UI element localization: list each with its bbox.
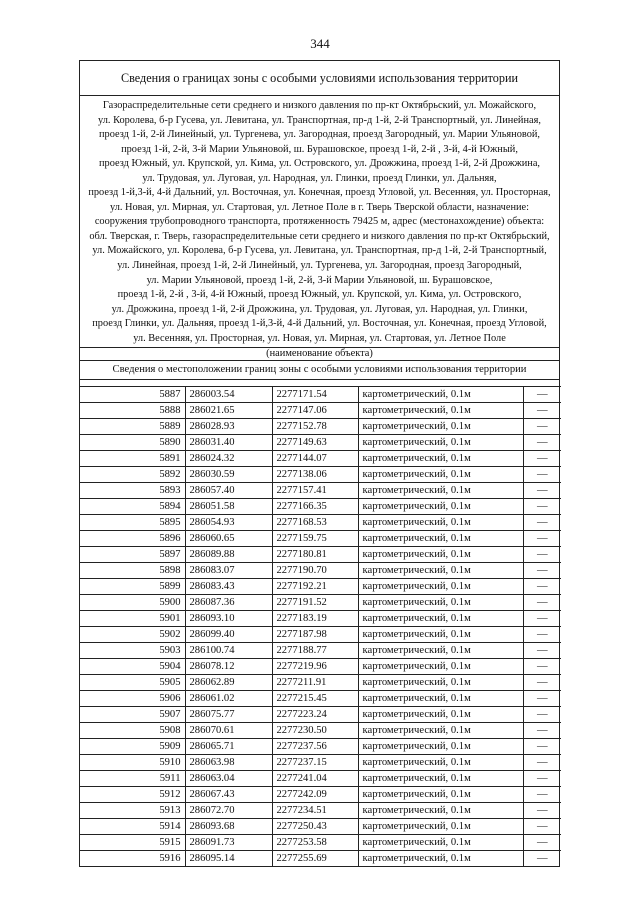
point-number-cell: 5910 [80, 755, 185, 771]
table-row [80, 803, 561, 819]
method-cell: картометрический, 0.1м [358, 387, 523, 403]
table-row [80, 675, 561, 691]
point-number-cell: 5894 [80, 499, 185, 515]
description-line: проезд 1-й, 2-й , 3-й, 4-й Южный, проезд Южный, ул. Крупской, ул. Кима, ул. Островского, [117, 289, 522, 301]
point-number-cell: 5898 [80, 563, 185, 579]
table-header-spacer [80, 379, 559, 386]
accuracy-note-cell: — [523, 467, 561, 483]
x-coordinate-cell: 286031.40 [185, 435, 272, 451]
accuracy-note-cell: — [523, 659, 561, 675]
method-cell: картометрический, 0.1м [358, 499, 523, 515]
y-coordinate-cell: 2277188.77 [272, 643, 358, 659]
point-number-cell: 5891 [80, 451, 185, 467]
x-coordinate-cell: 286057.40 [185, 483, 272, 499]
accuracy-note-cell: — [523, 499, 561, 515]
y-coordinate-cell: 2277241.04 [272, 771, 358, 787]
point-number-cell: 5902 [80, 627, 185, 643]
y-coordinate-cell: 2277219.96 [272, 659, 358, 675]
accuracy-note-cell: — [523, 403, 561, 419]
y-coordinate-cell: 2277215.45 [272, 691, 358, 707]
x-coordinate-cell: 286093.10 [185, 611, 272, 627]
x-coordinate-cell: 286028.93 [185, 419, 272, 435]
point-number-cell: 5893 [80, 483, 185, 499]
page-number: 344 [310, 36, 330, 51]
y-coordinate-cell: 2277149.63 [272, 435, 358, 451]
accuracy-note-cell: — [523, 627, 561, 643]
table-row [80, 563, 561, 579]
y-coordinate-cell: 2277255.69 [272, 851, 358, 867]
table-row [80, 499, 561, 515]
table-row [80, 659, 561, 675]
y-coordinate-cell: 2277144.07 [272, 451, 358, 467]
description-line: ул. Марии Ульяновой, проезд 1-й, 2-й, 3-й Марии Ульяновой, ш. Бурашовское, [146, 274, 493, 286]
y-coordinate-cell: 2277250.43 [272, 819, 358, 835]
y-coordinate-cell: 2277152.78 [272, 419, 358, 435]
x-coordinate-cell: 286087.36 [185, 595, 272, 611]
y-coordinate-cell: 2277230.50 [272, 723, 358, 739]
accuracy-note-cell: — [523, 515, 561, 531]
point-number-cell: 5892 [80, 467, 185, 483]
description-line: проезд 1-й,3-й, 4-й Дальний, ул. Восточная, ул. Конечная, проезд Угловой, ул. Весенняя, ул. Просторная, [88, 187, 551, 199]
accuracy-note-cell: — [523, 803, 561, 819]
zone-boundaries-form [79, 60, 560, 867]
x-coordinate-cell: 286054.93 [185, 515, 272, 531]
table-row [80, 643, 561, 659]
table-row [80, 771, 561, 787]
table-row [80, 547, 561, 563]
method-cell: картометрический, 0.1м [358, 467, 523, 483]
y-coordinate-cell: 2277180.81 [272, 547, 358, 563]
x-coordinate-cell: 286089.88 [185, 547, 272, 563]
description-line: ул. Дрожжина, проезд 1-й, 2-й Дрожжина, ул. Трудовая, ул. Луговая, ул. Народная, ул. Глинки, [111, 303, 528, 315]
y-coordinate-cell: 2277191.52 [272, 595, 358, 611]
accuracy-note-cell: — [523, 643, 561, 659]
x-coordinate-cell: 286083.43 [185, 579, 272, 595]
table-row [80, 707, 561, 723]
y-coordinate-cell: 2277237.15 [272, 755, 358, 771]
x-coordinate-cell: 286091.73 [185, 835, 272, 851]
x-coordinate-cell: 286100.74 [185, 643, 272, 659]
y-coordinate-cell: 2277211.91 [272, 675, 358, 691]
accuracy-note-cell: — [523, 611, 561, 627]
point-number-cell: 5915 [80, 835, 185, 851]
accuracy-note-cell: — [523, 723, 561, 739]
method-cell: картометрический, 0.1м [358, 563, 523, 579]
method-cell: картометрический, 0.1м [358, 659, 523, 675]
y-coordinate-cell: 2277242.09 [272, 787, 358, 803]
x-coordinate-cell: 286072.70 [185, 803, 272, 819]
table-row [80, 451, 561, 467]
x-coordinate-cell: 286062.89 [185, 675, 272, 691]
accuracy-note-cell: — [523, 691, 561, 707]
point-number-cell: 5911 [80, 771, 185, 787]
point-number-cell: 5887 [80, 387, 185, 403]
method-cell: картометрический, 0.1м [358, 579, 523, 595]
method-cell: картометрический, 0.1м [358, 611, 523, 627]
accuracy-note-cell: — [523, 755, 561, 771]
y-coordinate-cell: 2277237.56 [272, 739, 358, 755]
x-coordinate-cell: 286061.02 [185, 691, 272, 707]
method-cell: картометрический, 0.1м [358, 803, 523, 819]
point-number-cell: 5895 [80, 515, 185, 531]
accuracy-note-cell: — [523, 451, 561, 467]
point-number-cell: 5908 [80, 723, 185, 739]
point-number-cell: 5900 [80, 595, 185, 611]
accuracy-note-cell: — [523, 851, 561, 867]
point-number-cell: 5914 [80, 819, 185, 835]
method-cell: картометрический, 0.1м [358, 723, 523, 739]
table-row [80, 419, 561, 435]
accuracy-note-cell: — [523, 675, 561, 691]
point-number-cell: 5909 [80, 739, 185, 755]
x-coordinate-cell: 286021.65 [185, 403, 272, 419]
method-cell: картометрический, 0.1м [358, 835, 523, 851]
method-cell: картометрический, 0.1м [358, 851, 523, 867]
coordinates-table [80, 386, 561, 866]
y-coordinate-cell: 2277253.58 [272, 835, 358, 851]
x-coordinate-cell: 286067.43 [185, 787, 272, 803]
description-line: ул. Линейная, проезд 1-й, 2-й Линейный, ул. Тургенева, ул. Загородная, проезд Загородный, [117, 260, 522, 272]
y-coordinate-cell: 2277159.75 [272, 531, 358, 547]
table-row [80, 755, 561, 771]
table-row [80, 403, 561, 419]
description-line: проезд Южный, ул. Крупской, ул. Кима, ул. Островского, ул. Дрожжина, проезд 1-й, 2-й Дрожжина, [98, 158, 540, 170]
method-cell: картометрический, 0.1м [358, 675, 523, 691]
table-row [80, 835, 561, 851]
x-coordinate-cell: 286063.98 [185, 755, 272, 771]
x-coordinate-cell: 286070.61 [185, 723, 272, 739]
description-line: проезд Глинки, ул. Дальняя, проезд 1-й,3-й, 4-й Дальний, ул. Восточная, ул. Конечная, проезд Угловой, [92, 318, 547, 330]
table-row [80, 723, 561, 739]
method-cell: картометрический, 0.1м [358, 595, 523, 611]
method-cell: картометрический, 0.1м [358, 707, 523, 723]
point-number-cell: 5896 [80, 531, 185, 547]
table-row [80, 627, 561, 643]
point-number-cell: 5903 [80, 643, 185, 659]
object-description [80, 96, 559, 347]
location-section-header: Сведения о местоположении границ зоны с особыми условиями использования территории [80, 360, 559, 379]
point-number-cell: 5905 [80, 675, 185, 691]
x-coordinate-cell: 286024.32 [185, 451, 272, 467]
accuracy-note-cell: — [523, 579, 561, 595]
description-line: обл. Тверская, г. Тверь, газораспределительные сети среднего и низкого давления по пр-кт Октябрьский, [89, 230, 550, 242]
description-line: ул. Можайского, ул. Королева, б-р Гусева, ул. Левитана, ул. Транспортная, пр-д 1-й, 2-й Транспортный, [92, 245, 547, 257]
method-cell: картометрический, 0.1м [358, 435, 523, 451]
point-number-cell: 5907 [80, 707, 185, 723]
y-coordinate-cell: 2277183.19 [272, 611, 358, 627]
table-row [80, 483, 561, 499]
method-cell: картометрический, 0.1м [358, 627, 523, 643]
description-line: ул. Королева, б-р Гусева, ул. Левитана, ул. Транспортная, пр-д 1-й, 2-й Транспортный, ул. Линейная, [98, 114, 541, 126]
x-coordinate-cell: 286095.14 [185, 851, 272, 867]
point-number-cell: 5916 [80, 851, 185, 867]
document-title: Сведения о границах зоны с особыми условиями использования территории [80, 61, 559, 96]
y-coordinate-cell: 2277234.51 [272, 803, 358, 819]
description-line: сооружения трубопроводного транспорта, протяженность 79425 м, адрес (местонахождение) объекта: [94, 216, 545, 228]
y-coordinate-cell: 2277190.70 [272, 563, 358, 579]
y-coordinate-cell: 2277138.06 [272, 467, 358, 483]
x-coordinate-cell: 286099.40 [185, 627, 272, 643]
table-row [80, 515, 561, 531]
method-cell: картометрический, 0.1м [358, 403, 523, 419]
description-line: ул. Новая, ул. Мирная, ул. Стартовая, ул. Летное Поле в г. Тверь Тверской области, назначение: [109, 201, 530, 213]
point-number-cell: 5912 [80, 787, 185, 803]
table-row [80, 611, 561, 627]
x-coordinate-cell: 286078.12 [185, 659, 272, 675]
x-coordinate-cell: 286003.54 [185, 387, 272, 403]
accuracy-note-cell: — [523, 819, 561, 835]
method-cell: картометрический, 0.1м [358, 819, 523, 835]
point-number-cell: 5890 [80, 435, 185, 451]
description-line: Газораспределительные сети среднего и низкого давления по пр-кт Октябрьский, ул. Можайского, [102, 100, 537, 111]
point-number-cell: 5899 [80, 579, 185, 595]
object-name-label: (наименование объекта) [80, 347, 559, 360]
table-row [80, 435, 561, 451]
table-row [80, 819, 561, 835]
method-cell: картометрический, 0.1м [358, 419, 523, 435]
table-row [80, 467, 561, 483]
accuracy-note-cell: — [523, 835, 561, 851]
accuracy-note-cell: — [523, 387, 561, 403]
accuracy-note-cell: — [523, 563, 561, 579]
point-number-cell: 5888 [80, 403, 185, 419]
table-row [80, 595, 561, 611]
method-cell: картометрический, 0.1м [358, 755, 523, 771]
y-coordinate-cell: 2277147.06 [272, 403, 358, 419]
y-coordinate-cell: 2277168.53 [272, 515, 358, 531]
table-row [80, 787, 561, 803]
description-line: проезд 1-й, 2-й Линейный, ул. Тургенева, ул. Загородная, проезд Загородный, ул. Марии Ульяновой, [99, 129, 540, 141]
table-row [80, 691, 561, 707]
accuracy-note-cell: — [523, 771, 561, 787]
method-cell: картометрический, 0.1м [358, 771, 523, 787]
accuracy-note-cell: — [523, 595, 561, 611]
y-coordinate-cell: 2277157.41 [272, 483, 358, 499]
method-cell: картометрический, 0.1м [358, 483, 523, 499]
table-row [80, 851, 561, 867]
point-number-cell: 5901 [80, 611, 185, 627]
table-row [80, 531, 561, 547]
description-line: проезд 1-й, 2-й, 3-й Марии Ульяновой, ш. Бурашовское, проезд 1-й, 2-й , 3-й, 4-й Южный, [121, 143, 518, 155]
description-line: ул. Трудовая, ул. Луговая, ул. Народная, ул. Глинки, проезд Глинки, ул. Дальняя, [142, 172, 497, 184]
point-number-cell: 5906 [80, 691, 185, 707]
y-coordinate-cell: 2277223.24 [272, 707, 358, 723]
y-coordinate-cell: 2277187.98 [272, 627, 358, 643]
accuracy-note-cell: — [523, 739, 561, 755]
table-row [80, 579, 561, 595]
method-cell: картометрический, 0.1м [358, 531, 523, 547]
accuracy-note-cell: — [523, 483, 561, 499]
y-coordinate-cell: 2277171.54 [272, 387, 358, 403]
y-coordinate-cell: 2277166.35 [272, 499, 358, 515]
point-number-cell: 5904 [80, 659, 185, 675]
accuracy-note-cell: — [523, 435, 561, 451]
accuracy-note-cell: — [523, 419, 561, 435]
method-cell: картометрический, 0.1м [358, 739, 523, 755]
y-coordinate-cell: 2277192.21 [272, 579, 358, 595]
point-number-cell: 5897 [80, 547, 185, 563]
method-cell: картометрический, 0.1м [358, 787, 523, 803]
method-cell: картометрический, 0.1м [358, 451, 523, 467]
method-cell: картометрический, 0.1м [358, 515, 523, 531]
description-line: ул. Весенняя, ул. Просторная, ул. Новая, ул. Мирная, ул. Стартовая, ул. Летное Поле [133, 332, 506, 344]
method-cell: картометрический, 0.1м [358, 691, 523, 707]
x-coordinate-cell: 286075.77 [185, 707, 272, 723]
x-coordinate-cell: 286051.58 [185, 499, 272, 515]
method-cell: картометрический, 0.1м [358, 643, 523, 659]
x-coordinate-cell: 286063.04 [185, 771, 272, 787]
method-cell: картометрический, 0.1м [358, 547, 523, 563]
x-coordinate-cell: 286065.71 [185, 739, 272, 755]
x-coordinate-cell: 286060.65 [185, 531, 272, 547]
point-number-cell: 5913 [80, 803, 185, 819]
table-row [80, 739, 561, 755]
accuracy-note-cell: — [523, 531, 561, 547]
table-row [80, 387, 561, 403]
accuracy-note-cell: — [523, 787, 561, 803]
x-coordinate-cell: 286030.59 [185, 467, 272, 483]
x-coordinate-cell: 286093.68 [185, 819, 272, 835]
x-coordinate-cell: 286083.07 [185, 563, 272, 579]
point-number-cell: 5889 [80, 419, 185, 435]
accuracy-note-cell: — [523, 707, 561, 723]
accuracy-note-cell: — [523, 547, 561, 563]
